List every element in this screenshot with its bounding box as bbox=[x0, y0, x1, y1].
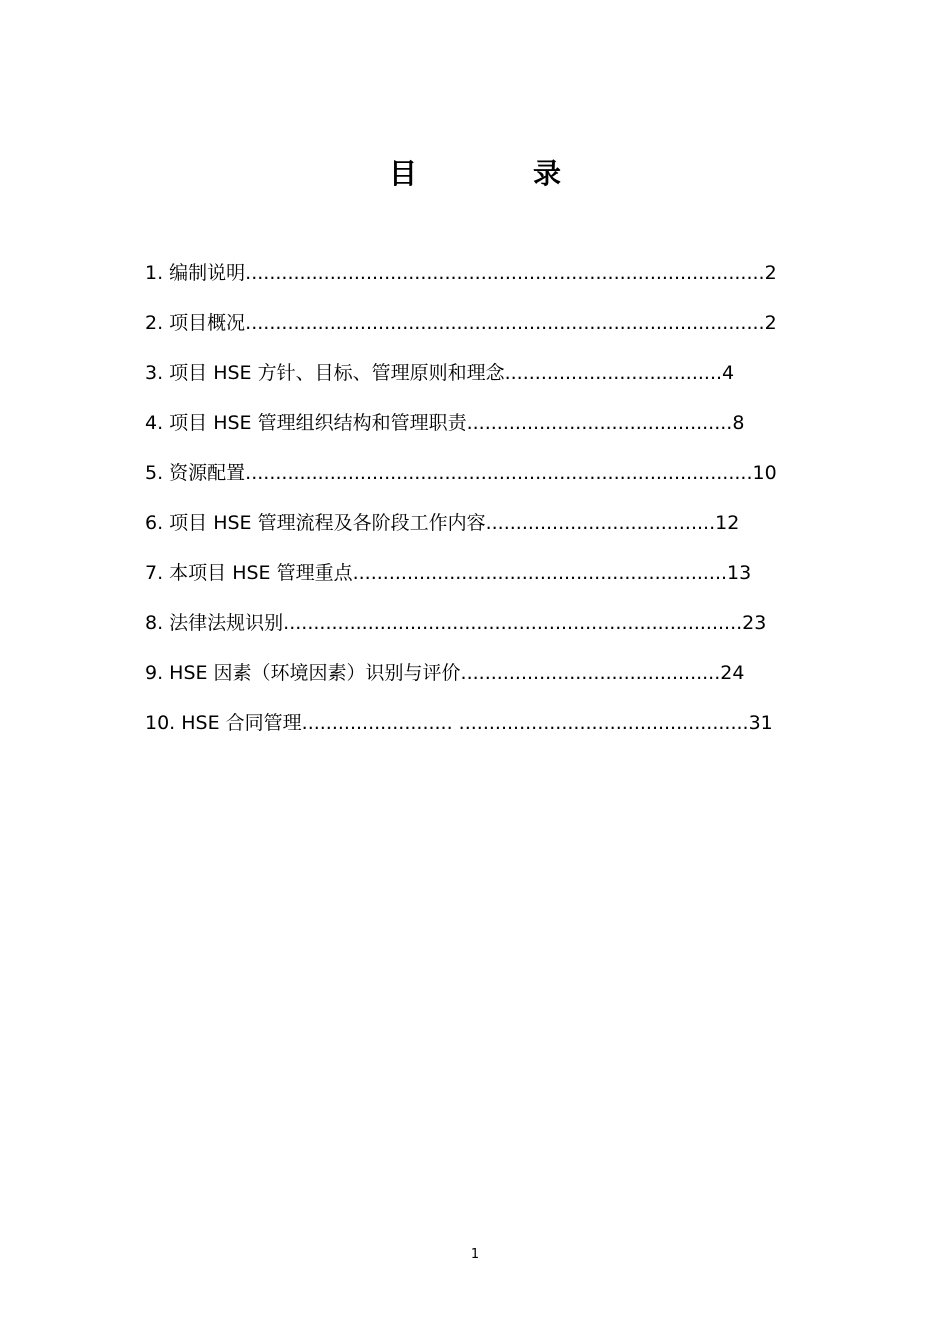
toc-entry[interactable]: 3. 项目 HSE 方针、目标、管理原则和理念....................................4 bbox=[145, 362, 735, 384]
toc-entry[interactable]: 2. 项目概况......................................................................................2 bbox=[145, 312, 777, 334]
page-number: 1 bbox=[470, 1247, 480, 1262]
toc-entry[interactable]: 9. HSE 因素（环境因素）识别与评价...........................................24 bbox=[145, 662, 745, 684]
toc-entry[interactable]: 1. 编制说明......................................................................................2 bbox=[145, 262, 777, 284]
toc-list bbox=[0, 248, 950, 768]
toc-entry[interactable]: 6. 项目 HSE 管理流程及各阶段工作内容......................................12 bbox=[145, 512, 740, 534]
toc-entry[interactable]: 5. 资源配置....................................................................................10 bbox=[145, 462, 777, 484]
toc-entry[interactable]: 4. 项目 HSE 管理组织结构和管理职责............................................8 bbox=[145, 412, 745, 434]
toc-title: 目 录 bbox=[388, 157, 605, 190]
toc-entry[interactable]: 10. HSE 合同管理......................... ................................................31 bbox=[145, 712, 773, 734]
toc-entry[interactable]: 8. 法律法规识别............................................................................23 bbox=[145, 612, 767, 634]
toc-entry[interactable]: 7. 本项目 HSE 管理重点..............................................................13 bbox=[145, 562, 752, 584]
